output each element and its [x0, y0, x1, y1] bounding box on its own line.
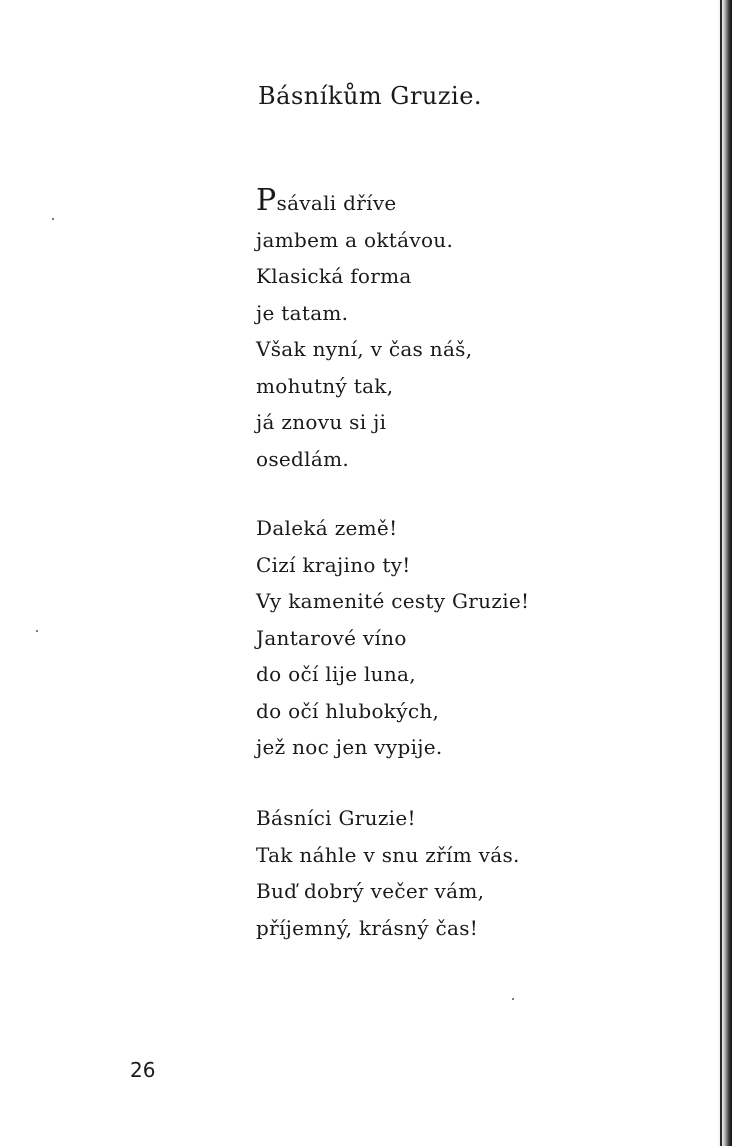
poem-line: Buď dobrý večer vám,: [256, 879, 485, 903]
page-edge-line: [720, 0, 722, 1146]
poem-line: do očí hlubokých,: [256, 698, 440, 723]
poem-line: Daleká země!: [256, 516, 398, 540]
poem-line: Cizí krajino ty!: [256, 552, 411, 577]
page-number: 26: [130, 1058, 156, 1082]
poem-line: je tatam.: [256, 300, 349, 325]
poem-line: jambem a oktávou.: [256, 227, 454, 252]
poem-line: do očí lije luna,: [256, 662, 416, 686]
poem-title: Básníkům Gruzie.: [258, 82, 483, 110]
poem-line: Jantarové víno: [256, 625, 407, 650]
poem-line: Tak náhle v snu zřím vás.: [256, 842, 520, 867]
poem-line: osedlám.: [256, 446, 349, 471]
paper-speck: [52, 218, 54, 220]
stanza-3: [256, 800, 520, 946]
poem-line: Vy kamenité cesty Gruzie!: [256, 589, 530, 613]
paper-speck: [512, 998, 514, 1000]
stanza-2: [256, 510, 529, 766]
poem-line: mohutný tak,: [256, 373, 394, 398]
poem-line: jež noc jen vypije.: [256, 735, 443, 759]
poem-line-text: sávali dříve: [276, 191, 397, 215]
poem-line: [256, 185, 472, 222]
poem-line: Básníci Gruzie!: [256, 806, 416, 830]
poem-line: já znovu si ji: [256, 410, 387, 434]
drop-cap: P: [256, 183, 277, 218]
stanza-1: [256, 185, 472, 477]
poem-line: Klasická forma: [256, 264, 412, 288]
poem-line: Však nyní, v čas náš,: [256, 337, 473, 361]
paper-speck: [36, 630, 38, 632]
poem-line: příjemný, krásný čas!: [256, 915, 479, 940]
